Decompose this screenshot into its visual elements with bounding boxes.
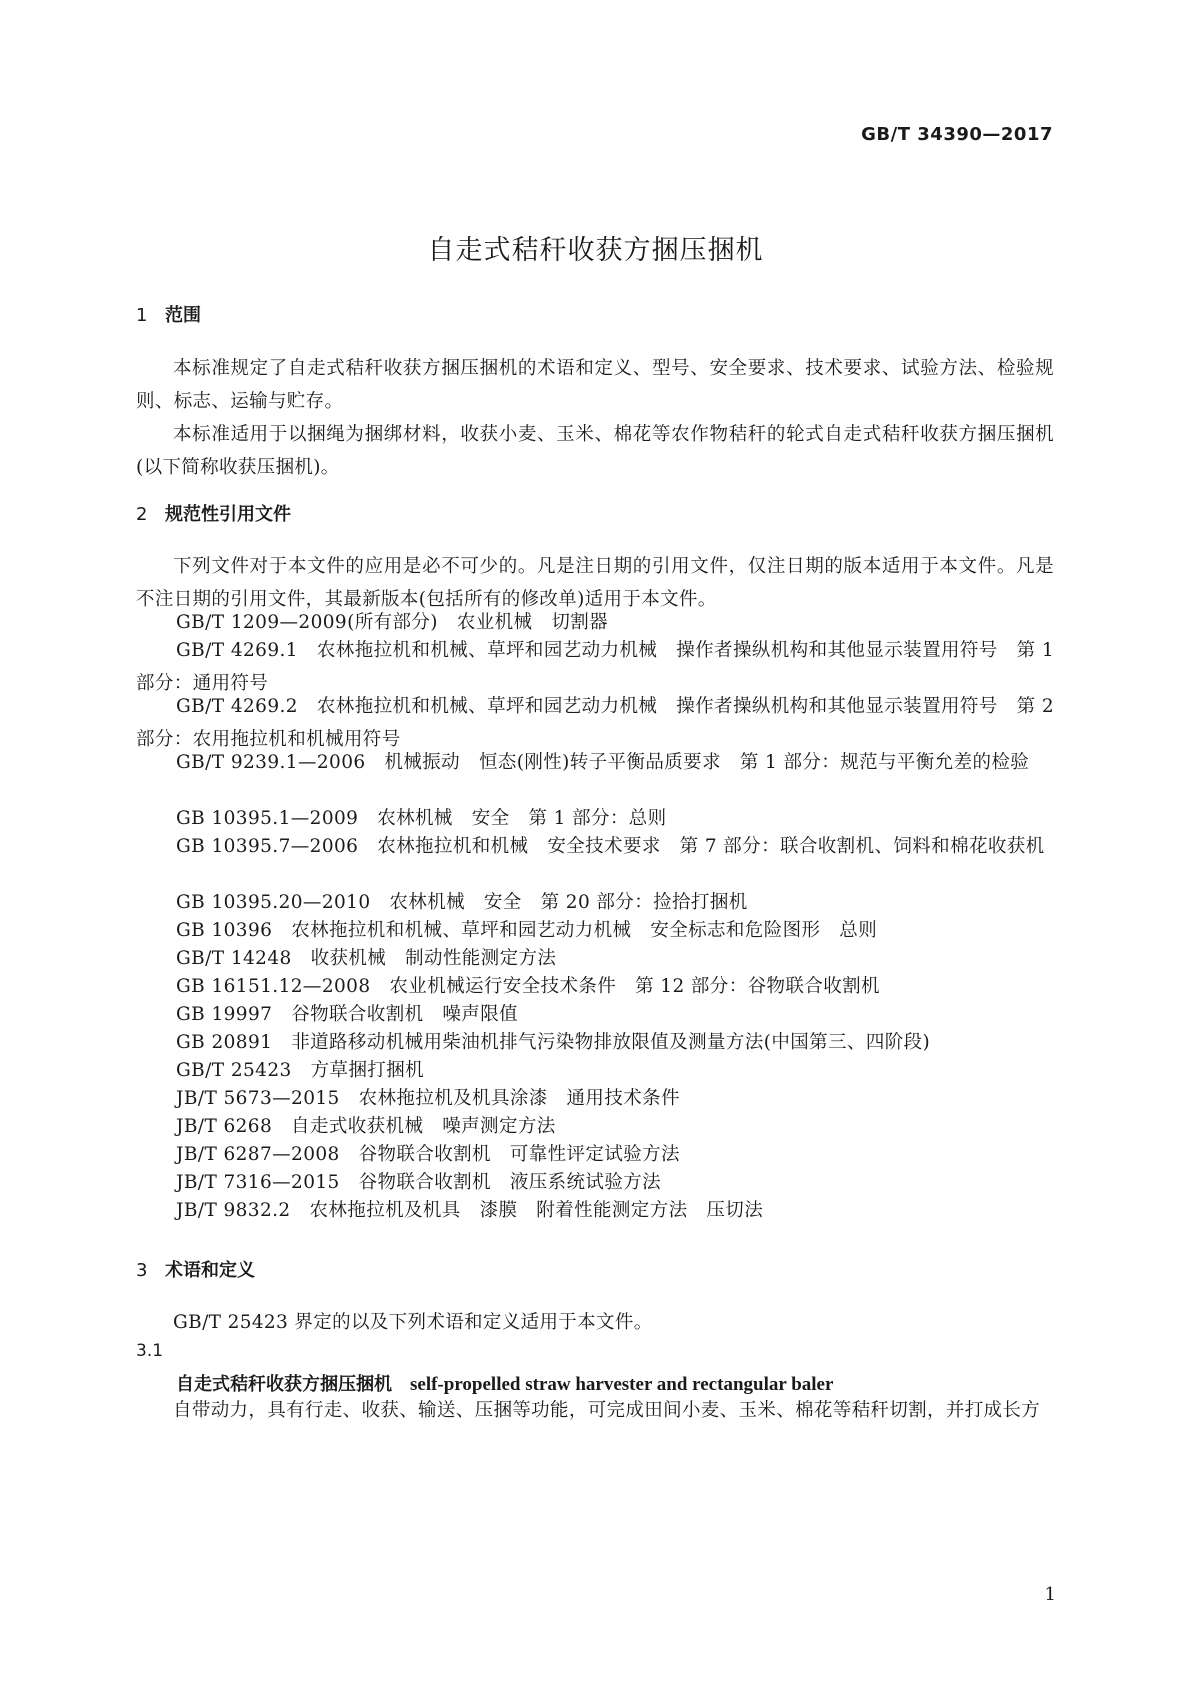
reference-item: GB 19997 谷物联合收割机 噪声限值 (176, 1004, 519, 1025)
section-title: 规范性引用文件 (165, 504, 291, 525)
reference-item: JB/T 6268 自走式收获机械 噪声测定方法 (176, 1116, 556, 1137)
page-number: 1 (1044, 1584, 1056, 1605)
section-number: 3 (136, 1260, 148, 1281)
section-2-heading (136, 500, 291, 526)
term-heading (176, 1370, 833, 1396)
terms-intro: GB/T 25423 界定的以及下列术语和定义适用于本文件。 (173, 1312, 653, 1333)
reference-item: GB 16151.12—2008 农业机械运行安全技术条件 第 12 部分：谷物联合收割机 (176, 976, 880, 997)
reference-item: GB 20891 非道路移动机械用柴油机排气污染物排放限值及测量方法(中国第三、四阶段) (176, 1032, 931, 1053)
term-number: 3.1 (136, 1341, 164, 1361)
reference-item: JB/T 9832.2 农林拖拉机及机具 漆膜 附着性能测定方法 压切法 (176, 1200, 764, 1221)
reference-item: GB/T 25423 方草捆打捆机 (176, 1060, 424, 1081)
reference-item: GB/T 4269.2 农林拖拉机和机械、草坪和园艺动力机械 操作者操纵机构和其他显示装置用符号 第 2 部分：农用拖拉机和机械用符号 (136, 696, 1054, 750)
references-intro: 下列文件对于本文件的应用是必不可少的。凡是注日期的引用文件，仅注日期的版本适用于本文件。凡是不注日期的引用文件，其最新版本(包括所有的修改单)适用于本文件。 (136, 556, 1054, 610)
section-3-heading (136, 1256, 255, 1282)
term-english: self-propelled straw harvester and rectangular baler (410, 1374, 834, 1395)
reference-item: JB/T 5673—2015 农林拖拉机及机具涂漆 通用技术条件 (176, 1088, 680, 1109)
scope-paragraph-2: 本标准适用于以捆绳为捆绑材料，收获小麦、玉米、棉花等农作物秸秆的轮式自走式秸秆收获方捆压捆机(以下简称收获压捆机)。 (136, 424, 1054, 478)
reference-item: GB/T 4269.1 农林拖拉机和机械、草坪和园艺动力机械 操作者操纵机构和其他显示装置用符号 第 1 部分：通用符号 (136, 640, 1054, 694)
reference-item: JB/T 6287—2008 谷物联合收割机 可靠性评定试验方法 (176, 1144, 680, 1165)
section-title: 术语和定义 (165, 1260, 255, 1281)
reference-item: JB/T 7316—2015 谷物联合收割机 液压系统试验方法 (176, 1172, 662, 1193)
reference-item: GB 10395.1—2009 农林机械 安全 第 1 部分：总则 (176, 808, 667, 829)
reference-item: GB 10395.7—2006 农林拖拉机和机械 安全技术要求 第 7 部分：联合收割机、饲料和棉花收获机 (176, 836, 1045, 857)
section-number: 2 (136, 504, 148, 525)
section-title: 范围 (165, 305, 201, 326)
section-1-heading (136, 301, 201, 327)
reference-item: GB 10396 农林拖拉机和机械、草坪和园艺动力机械 安全标志和危险图形 总则 (176, 920, 878, 941)
document-title: 自走式秸秆收获方捆压捆机 (427, 235, 764, 266)
reference-item: GB/T 9239.1—2006 机械振动 恒态(刚性)转子平衡品质要求 第 1 部分：规范与平衡允差的检验 (176, 752, 1030, 773)
term-chinese: 自走式秸秆收获方捆压捆机 (176, 1374, 392, 1395)
standard-number: GB/T 34390—2017 (861, 124, 1053, 145)
reference-item: GB/T 14248 收获机械 制动性能测定方法 (176, 948, 557, 969)
section-number: 1 (136, 305, 148, 326)
reference-item: GB/T 1209—2009(所有部分) 农业机械 切割器 (176, 612, 609, 633)
reference-item: GB 10395.20—2010 农林机械 安全 第 20 部分：捡拾打捆机 (176, 892, 748, 913)
scope-paragraph-1: 本标准规定了自走式秸秆收获方捆压捆机的术语和定义、型号、安全要求、技术要求、试验方法、检验规则、标志、运输与贮存。 (136, 358, 1054, 412)
term-definition: 自带动力，具有行走、收获、输送、压捆等功能，可完成田间小麦、玉米、棉花等秸秆切割，并打成长方 (173, 1400, 1041, 1421)
